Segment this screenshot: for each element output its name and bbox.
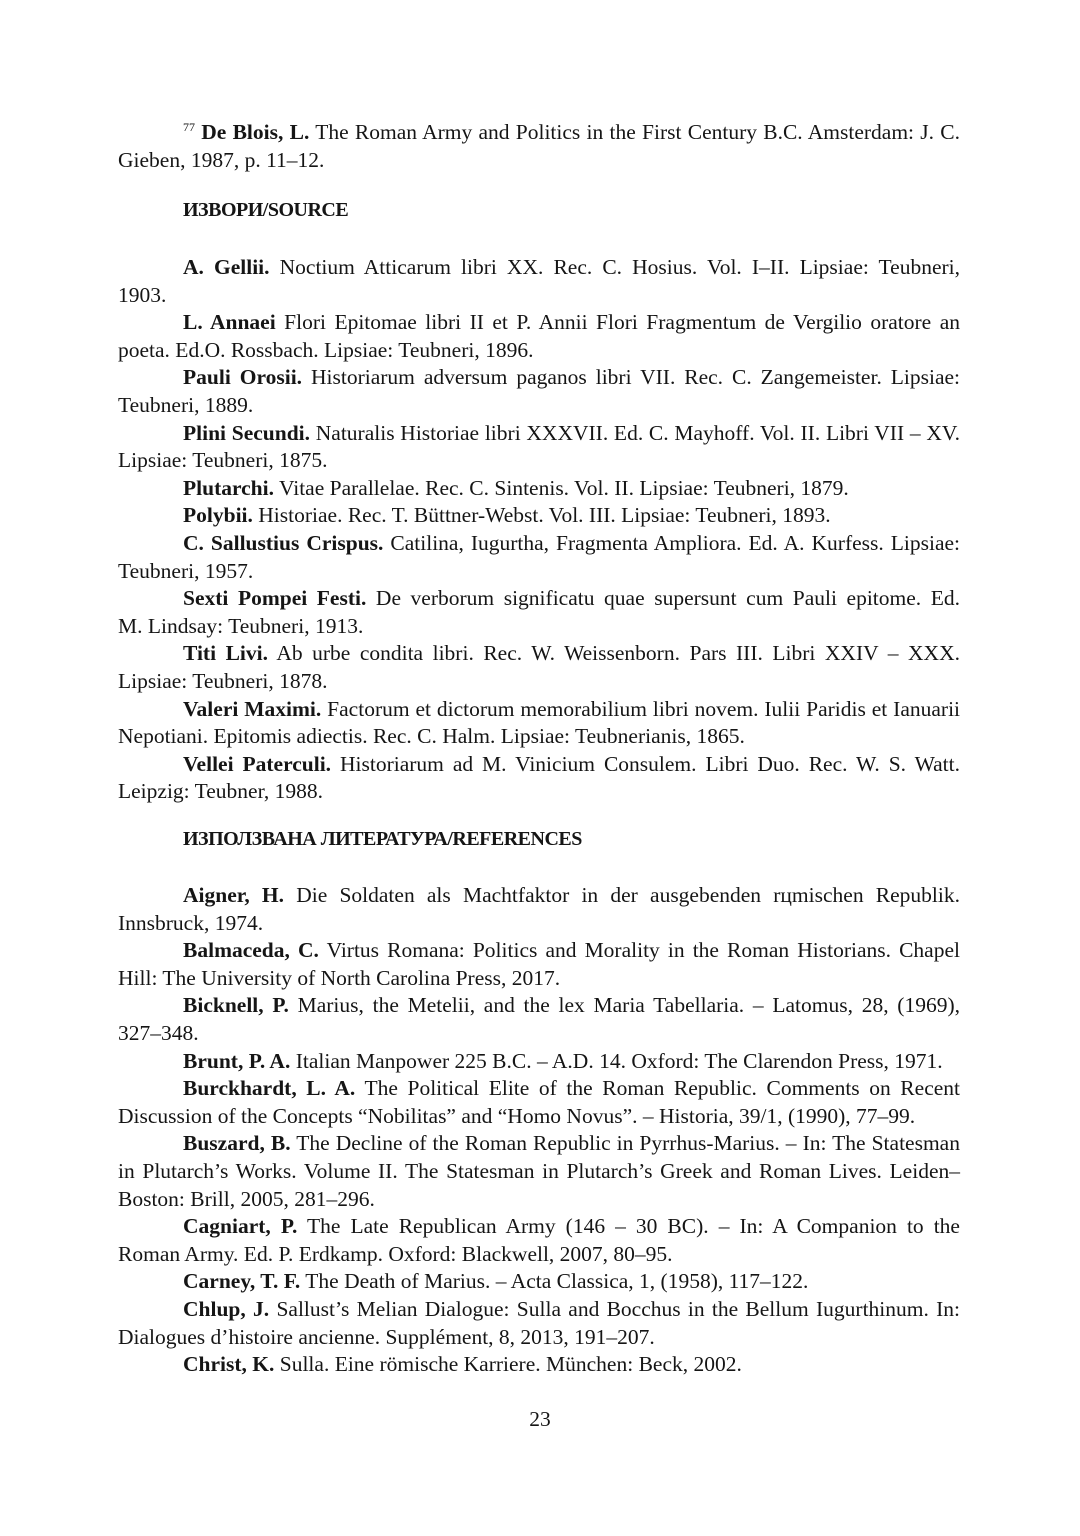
- entry-line: [118, 640, 960, 668]
- entry-line: [118, 530, 960, 558]
- entry-author: Plini Secundi.: [183, 420, 311, 445]
- entry-author: Aigner, H.: [183, 883, 284, 907]
- entry-author: Pauli Orosii.: [183, 365, 303, 390]
- entry-author: Burckhardt, L. A.: [183, 1076, 356, 1101]
- entry-line: [118, 1213, 960, 1241]
- entry-line: [118, 1130, 960, 1158]
- page-number: 23: [529, 1407, 551, 1431]
- entry-line: 327–348.: [118, 1020, 199, 1045]
- entry-text: Die Soldaten als Machtfaktor in der ausgebenden rцmischen Republik.: [296, 883, 960, 907]
- entry-text: The Decline of the Roman Republic in Pyrrhus-Marius. – In: The Statesman: [296, 1131, 960, 1156]
- source-entry: [118, 420, 960, 475]
- entry-text: Vitae Parallelae. Rec. C. Sintenis. Vol. II. Lipsiae: Teubneri, 1879.: [278, 475, 849, 500]
- reference-entry: [118, 992, 960, 1047]
- entry-line: [118, 420, 960, 448]
- entry-line: Nepotiani. Epitomis adiectis. Rec. C. Halm. Lipsiae: Teubnerianis, 1865.: [118, 724, 745, 749]
- entry-author: Titi Livi.: [183, 641, 268, 666]
- reference-entry: [118, 1048, 960, 1076]
- reference-entry: [118, 1213, 960, 1268]
- entry-author: Carney, T. F.: [183, 1269, 301, 1294]
- entry-line: [118, 937, 960, 965]
- entry-line: [118, 1075, 960, 1103]
- entry-line: 1903.: [118, 282, 167, 307]
- entry-text: Catilina, Iugurtha, Fragmenta Ampliora. Ed. A. Kurfess. Lipsiae:: [390, 530, 960, 555]
- entry-author: Polybii.: [183, 503, 253, 528]
- reference-entry: [118, 1268, 960, 1296]
- entry-line: [118, 1048, 960, 1076]
- entry-line: Teubneri, 1889.: [118, 392, 254, 417]
- entry-line: [118, 364, 960, 392]
- source-entry: [118, 364, 960, 419]
- entry-line: [118, 751, 960, 779]
- entry-text: The Political Elite of the Roman Republic. Comments on Recent: [364, 1076, 960, 1101]
- entry-author: Balmaceda, C.: [183, 938, 319, 963]
- entry-author: Christ, K.: [183, 1352, 275, 1377]
- entry-author: Sexti Pompei Festi.: [183, 586, 367, 611]
- entry-text: Factorum et dictorum memorabilium libri novem. Iulii Paridis et Ianuarii: [327, 696, 961, 721]
- entry-line: Leipzig: Teubner, 1988.: [118, 779, 324, 804]
- footnote-number: 77: [183, 120, 195, 134]
- entry-text: Naturalis Historiae libri XXXVII. Ed. C. Mayhoff. Vol. II. Libri VII – XV.: [315, 420, 960, 445]
- entry-text: Virtus Romana: Politics and Morality in the Roman Historians. Chapel: [326, 938, 960, 963]
- sources-list: [118, 254, 960, 806]
- entry-line: [118, 254, 960, 282]
- reference-entry: [118, 1296, 960, 1351]
- entry-text: The Death of Marius. – Acta Classica, 1, (1958), 117–122.: [305, 1269, 809, 1294]
- entry-line: Teubneri, 1957.: [118, 558, 254, 583]
- source-entry: [118, 585, 960, 640]
- entry-author: C. Sallustius Crispus.: [183, 530, 384, 555]
- source-entry: [118, 696, 960, 751]
- entry-line: [118, 992, 960, 1020]
- reference-entry: [118, 882, 960, 937]
- entry-text: Historiarum ad M. Vinicium Consulem. Libri Duo. Rec. W. S. Watt.: [340, 751, 961, 776]
- entry-author: Brunt, P. A.: [183, 1048, 291, 1073]
- sources-heading: ИЗВОРИ/SOURCE: [183, 199, 349, 221]
- entry-text: Sulla. Eine römische Karriere. München: Beck, 2002.: [279, 1352, 742, 1377]
- reference-entry: [118, 1351, 960, 1379]
- entry-line: Boston: Brill, 2005, 281–296.: [118, 1186, 375, 1211]
- entry-author: A. Gellii.: [183, 255, 270, 279]
- entry-text: Historiarum adversum paganos libri VII. Rec. C. Zangemeister. Lipsiae:: [310, 365, 961, 390]
- entry-line: [118, 882, 960, 910]
- reference-entry: [118, 1130, 960, 1213]
- entry-line: Discussion of the Concepts “Nobilitas” and “Homo Novus”. – Historia, 39/1, (1990), 77–99.: [118, 1103, 916, 1128]
- source-entry: [118, 309, 960, 364]
- entry-line: [118, 475, 960, 503]
- entry-line: Roman Army. Ed. P. Erdkamp. Oxford: Blackwell, 2007, 80–95.: [118, 1241, 673, 1266]
- reference-entry: [118, 1075, 960, 1130]
- footnote-line: [118, 119, 960, 147]
- entry-line: poeta. Ed.O. Rossbach. Lipsiae: Teubneri, 1896.: [118, 337, 534, 362]
- entry-author: Valeri Maximi.: [183, 696, 322, 721]
- entry-author: Buszard, B.: [183, 1131, 291, 1156]
- source-entry: [118, 502, 960, 530]
- entry-line: [118, 585, 960, 613]
- entry-line: [118, 309, 960, 337]
- entry-line: Lipsiae: Teubneri, 1878.: [118, 668, 328, 693]
- entry-text: The Late Republican Army (146 – 30 BC). – In: A Companion to the: [307, 1214, 960, 1239]
- references-list: [118, 882, 960, 1379]
- entry-text: De verborum significatu quae supersunt cum Pauli epitome. Ed.: [375, 586, 960, 611]
- entry-author: Cagniart, P.: [183, 1214, 298, 1239]
- source-entry: [118, 751, 960, 806]
- entry-text: Marius, the Metelii, and the lex Maria Tabellaria. – Latomus, 28, (1969),: [297, 993, 960, 1018]
- entry-line: [118, 1351, 960, 1379]
- source-entry: [118, 530, 960, 585]
- entry-line: [118, 696, 960, 724]
- entry-line: Lipsiae: Teubneri, 1875.: [118, 448, 328, 473]
- entry-text: Italian Manpower 225 B.C. – A.D. 14. Oxford: The Clarendon Press, 1971.: [295, 1048, 943, 1073]
- source-entry: [118, 475, 960, 503]
- entry-author: Chlup, J.: [183, 1296, 270, 1321]
- entry-author: Plutarchi.: [183, 475, 274, 500]
- references-heading: ИЗПОЛЗВАНА ЛИТЕРАТУРА/REFERENCES: [183, 828, 582, 850]
- entry-line: [118, 1296, 960, 1324]
- entry-line: Dialogues d’histoire ancienne. Supplément, 8, 2013, 191–207.: [118, 1324, 655, 1349]
- entry-text: Historiae. Rec. T. Büttner-Webst. Vol. III. Lipsiae: Teubneri, 1893.: [258, 503, 831, 528]
- footnote-line: Gieben, 1987, p. 11–12.: [118, 147, 325, 172]
- footnote: [118, 119, 960, 174]
- entry-author: Vellei Paterculi.: [183, 751, 332, 776]
- entry-text: Ab urbe condita libri. Rec. W. Weissenborn. Pars III. Libri XXIV – XXX.: [276, 641, 960, 666]
- footnote-text: The Roman Army and Politics in the First Century B.C. Amsterdam: J. C.: [315, 120, 960, 144]
- entry-line: Innsbruck, 1974.: [118, 910, 264, 935]
- entry-line: in Plutarch’s Works. Volume II. The Statesman in Plutarch’s Greek and Roman Lives. Leiden–: [118, 1158, 960, 1183]
- source-entry: [118, 640, 960, 695]
- entry-line: Hill: The University of North Carolina Press, 2017.: [118, 965, 561, 990]
- entry-text: Noctium Atticarum libri XX. Rec. C. Hosius. Vol. I–II. Lipsiae: Teubneri,: [279, 255, 961, 279]
- footnote-author: De Blois, L.: [201, 120, 310, 144]
- entry-author: L. Annaei: [183, 310, 276, 335]
- entry-line: M. Lindsay: Teubneri, 1913.: [118, 613, 364, 638]
- reference-entry: [118, 937, 960, 992]
- entry-line: [118, 1268, 960, 1296]
- entry-author: Bicknell, P.: [183, 993, 289, 1018]
- entry-text: Flori Epitomae libri II et P. Annii Flori Fragmentum de Vergilio oratore an: [284, 310, 960, 335]
- entry-line: [118, 502, 960, 530]
- entry-text: Sallust’s Melian Dialogue: Sulla and Bocchus in the Bellum Iugurthinum. In:: [276, 1296, 961, 1321]
- source-entry: [118, 254, 960, 309]
